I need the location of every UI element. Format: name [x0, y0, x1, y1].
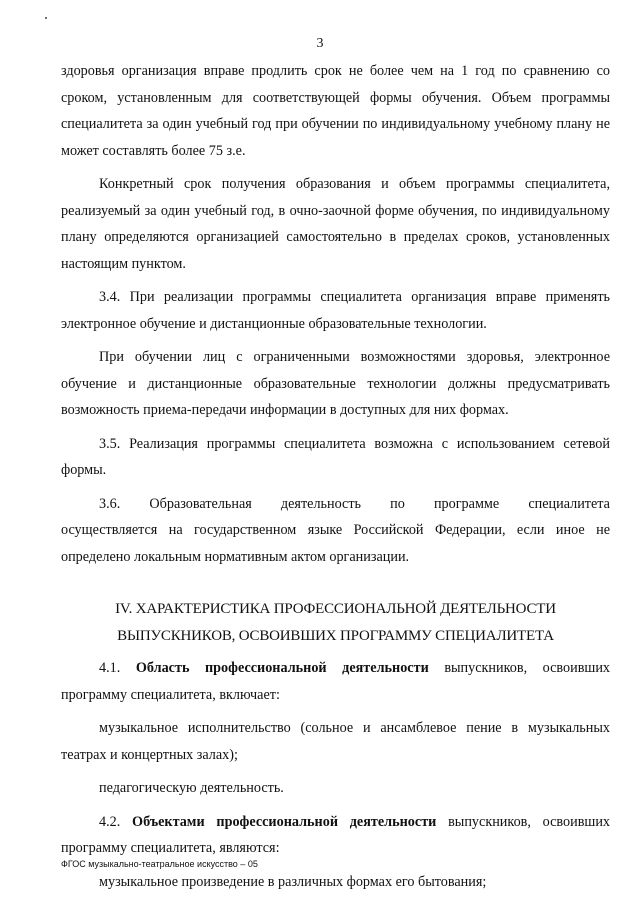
word: по — [390, 495, 405, 512]
paragraph-3-4: 3.4. При реализации программы специалитета организация вправе применять электронное обучение и дистанционные образовательные технологии. — [61, 289, 610, 332]
list-item: музыкальное исполнительство (сольное и ансамблевое пение в музыкальных театрах и концертных залах); — [61, 720, 610, 763]
clause-number: 4.2. — [99, 813, 121, 830]
section-heading — [61, 596, 610, 649]
clause-number: 4.1. — [99, 660, 121, 676]
page-number: 3 — [316, 36, 324, 51]
paragraph-3-5: 3.5. Реализация программы специалитета возможна с использованием сетевой формы. — [61, 435, 610, 478]
paragraph-term: Конкретный срок получения образования и объем программы специалитета, реализуемый за один учебный год, в очно-заочной форме обучения, по индивидуальному плану определяются организацией самостоятельно в пределах сроков, установленных настоящим пунктом. — [61, 176, 610, 272]
paragraph-continuation: здоровья организация вправе продлить срок не более чем на 1 год по сравнению со сроком, установленным для соответствующей формы обучения. Объем программы специалитета за один учебный год при обучении по индивидуальному учебному плану не может составлять более 75 з.е. — [61, 63, 610, 159]
clause-text: выпускников, освоивших программу специалитета, являются: — [61, 813, 611, 856]
paragraph-4-2 — [61, 809, 610, 862]
paragraph-4-1 — [61, 655, 610, 708]
word: Образовательная — [149, 495, 252, 512]
page-body — [61, 58, 610, 895]
word: специалитета — [528, 495, 610, 512]
word: деятельность — [280, 495, 362, 512]
paragraph-3-6-rest: осуществляется на государственном языке Российской Федерации, если иное не определено локальным нормативным актом организации. — [61, 522, 610, 565]
paragraph-3-6-first-line — [61, 491, 610, 518]
paragraph-3-6 — [61, 491, 610, 571]
scan-speck — [45, 17, 47, 19]
clause-text: выпускников, освоивших программу специалитета, включает: — [61, 660, 611, 703]
paragraph-disabilities: При обучении лиц с ограниченными возможностями здоровья, электронное обучение и дистанционные образовательные технологии должны предусматривать возможность приема-передачи информации в доступных для них формах. — [61, 349, 610, 418]
word: программе — [433, 495, 500, 512]
section-heading-line-2: ВЫПУСКНИКОВ, ОСВОИВШИХ ПРОГРАММУ СПЕЦИАЛИТЕТА — [117, 627, 554, 644]
list-item: педагогическую деятельность. — [99, 780, 284, 796]
page-footer: ФГОС музыкально-театральное искусство – 05 — [61, 859, 258, 869]
bold-term: Область профессиональной деятельности — [135, 660, 429, 676]
list-item: музыкальное произведение в различных формах его бытования; — [99, 873, 487, 890]
word: 3.6. — [99, 495, 121, 512]
section-heading-line-1: IV. ХАРАКТЕРИСТИКА ПРОФЕССИОНАЛЬНОЙ ДЕЯТЕЛЬНОСТИ — [115, 601, 556, 617]
bold-term: Объектами профессиональной деятельности — [132, 813, 437, 830]
